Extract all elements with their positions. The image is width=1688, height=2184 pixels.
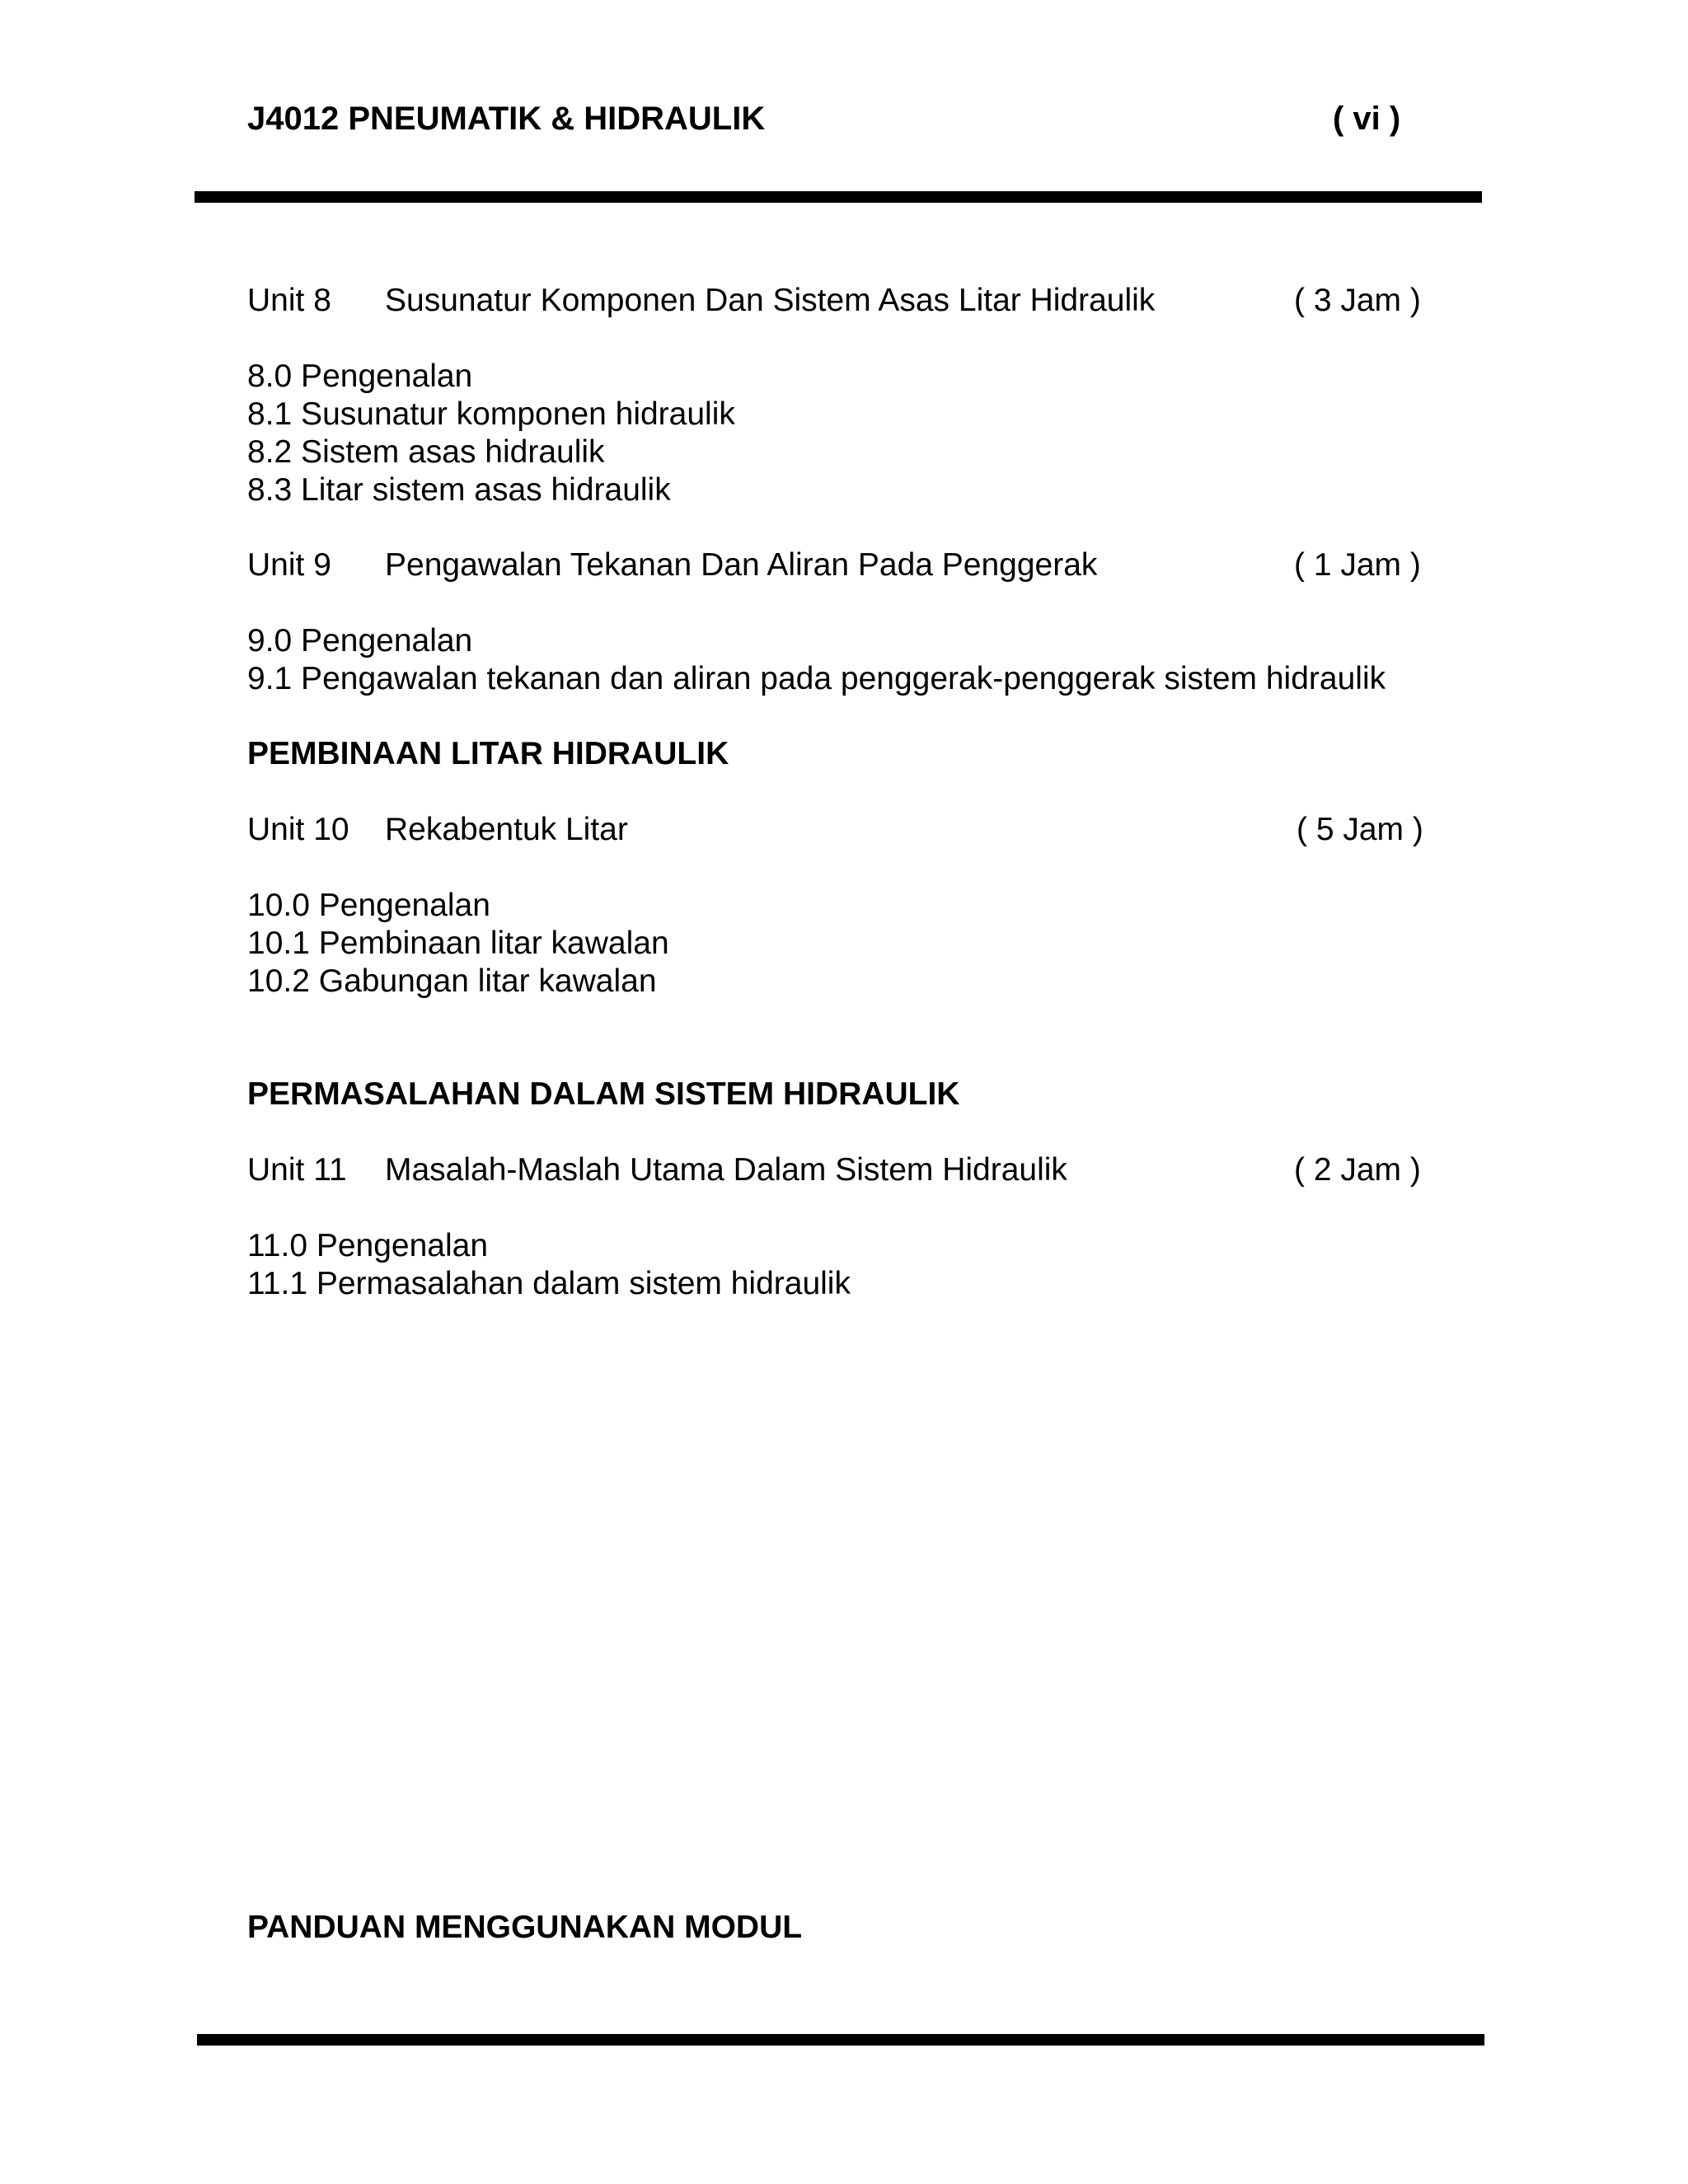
topic-item: 10.2 Gabungan litar kawalan: [247, 963, 657, 999]
footer-rule: [197, 2034, 1484, 2046]
topic-item: 11.0 Pengenalan: [247, 1228, 489, 1263]
topic-item: 8.3 Litar sistem asas hidraulik: [247, 472, 671, 508]
unit-hours: ( 5 Jam ): [1296, 812, 1423, 847]
topic-item: 9.1 Pengawalan tekanan dan aliran pada penggerak-penggerak sistem hidraulik: [247, 661, 1386, 696]
topic-list: [247, 1227, 851, 1303]
unit-title: Pengawalan Tekanan Dan Aliran Pada Penggerak: [385, 547, 1098, 583]
unit-number: Unit 8: [247, 283, 331, 318]
section-heading-pembinaan: PEMBINAAN LITAR HIDRAULIK: [247, 736, 729, 771]
topic-list: [247, 358, 735, 509]
topic-item: 10.1 Pembinaan litar kawalan: [247, 926, 669, 961]
unit-number: Unit 10: [247, 812, 349, 847]
topic-item: 8.0 Pengenalan: [247, 359, 473, 394]
topic-list: [247, 622, 1386, 698]
topic-item: 8.2 Sistem asas hidraulik: [247, 434, 605, 470]
page-number: ( vi ): [1333, 101, 1401, 137]
unit-title: Rekabentuk Litar: [385, 812, 628, 847]
topic-list: [247, 887, 669, 1001]
header-rule: [195, 191, 1482, 203]
topic-item: 9.0 Pengenalan: [247, 623, 473, 658]
unit-hours: ( 3 Jam ): [1294, 283, 1421, 318]
topic-item: 8.1 Susunatur komponen hidraulik: [247, 396, 735, 432]
unit-hours: ( 2 Jam ): [1294, 1152, 1421, 1188]
course-title: J4012 PNEUMATIK & HIDRAULIK: [247, 101, 766, 137]
topic-item: 11.1 Permasalahan dalam sistem hidraulik: [247, 1266, 851, 1301]
unit-hours: ( 1 Jam ): [1294, 547, 1421, 583]
topic-item: 10.0 Pengenalan: [247, 888, 490, 923]
unit-title: Masalah-Maslah Utama Dalam Sistem Hidraulik: [385, 1152, 1067, 1188]
unit-number: Unit 9: [247, 547, 331, 583]
section-heading-panduan: PANDUAN MENGGUNAKAN MODUL: [247, 1910, 803, 1945]
section-heading-permasalahan: PERMASALAHAN DALAM SISTEM HIDRAULIK: [247, 1076, 960, 1112]
unit-title: Susunatur Komponen Dan Sistem Asas Litar Hidraulik: [385, 283, 1156, 318]
unit-number: Unit 11: [247, 1152, 347, 1188]
